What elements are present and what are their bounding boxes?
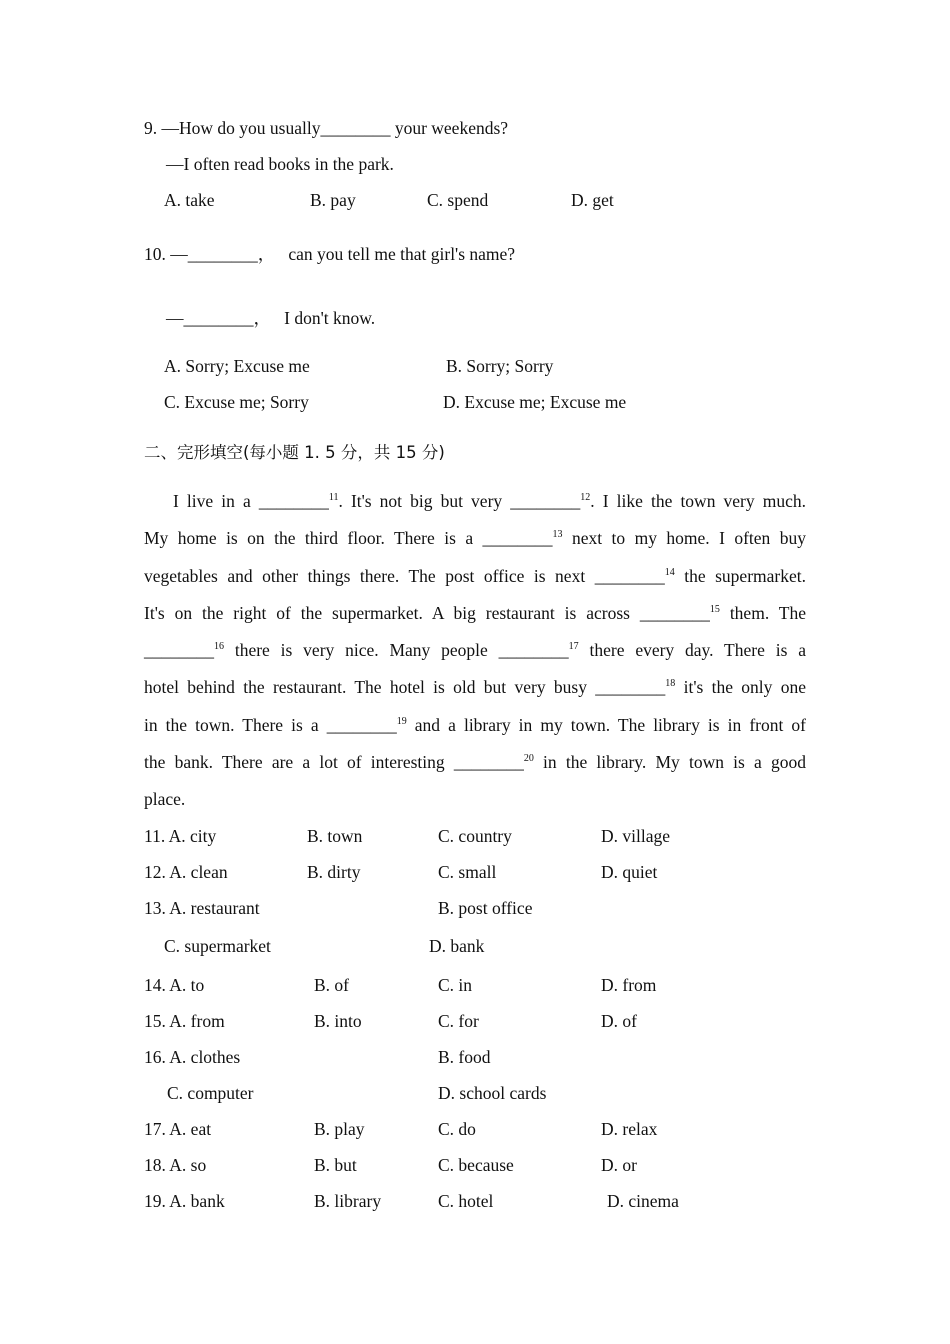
q10-option-b: B. Sorry; Sorry [446, 356, 554, 376]
q19-option-a: 19. A. bank [144, 1191, 225, 1211]
q14-option-a: 14. A. to [144, 975, 205, 995]
q18-option-a: 18. A. so [144, 1155, 207, 1175]
blank-number: 19 [396, 715, 407, 727]
passage-text: in the library. My town is a good [533, 752, 806, 773]
q18-option-c: C. because [438, 1155, 514, 1175]
blank-number: 17 [568, 641, 579, 653]
passage-text: hotel behind the restaurant. The hotel is old but very busy ________ [144, 677, 666, 698]
q10-stem: 10. —________， can you tell me that girl's name? [144, 244, 516, 264]
q9-option-c: C. spend [427, 190, 489, 210]
q11-option-d: D. village [601, 826, 671, 846]
passage-line [144, 789, 806, 826]
blank-number: 15 [709, 603, 720, 615]
passage-text: vegetables and other things there. The post office is next ________ [144, 565, 665, 586]
q10-option-a: A. Sorry; Excuse me [164, 356, 310, 376]
q9-option-d: D. get [571, 190, 614, 210]
blank-number: 14 [664, 566, 675, 578]
q16-option-a: 16. A. clothes [144, 1047, 241, 1067]
q12-option-d: D. quiet [601, 862, 658, 882]
passage-text: . I like the town very much. [590, 491, 806, 511]
q15-option-b: B. into [314, 1011, 362, 1031]
q17-option-a: 17. A. eat [144, 1119, 212, 1139]
q9-option-b: B. pay [310, 190, 356, 210]
section-heading: 二、完形填空(每小题 1. 5 分，共 15 分) [144, 443, 445, 462]
passage-text: them. The [719, 602, 807, 623]
blank-number: 13 [552, 529, 563, 541]
passage-text: . It's not big but very ________ [338, 491, 581, 511]
q16-option-b: B. food [438, 1047, 491, 1067]
passage-text: next to my home. I often buy [562, 528, 806, 549]
passage-text: It's on the right of the supermarket. A big restaurant is across ________ [144, 602, 710, 623]
q12-option-a: 12. A. clean [144, 862, 228, 882]
q15-option-c: C. for [438, 1011, 479, 1031]
q19-option-d: D. cinema [607, 1191, 679, 1211]
q14-option-b: B. of [314, 975, 349, 995]
passage-line [144, 566, 806, 603]
q10-reply: —________， I don't know. [166, 308, 376, 328]
passage-line [144, 528, 806, 565]
passage-text: the supermarket. [674, 565, 806, 586]
blank-number: 16 [214, 641, 224, 653]
q13-option-c: C. supermarket [164, 936, 271, 956]
passage-line [144, 603, 806, 640]
passage-text: My home is on the third floor. There is a ________ [144, 528, 553, 549]
q19-option-b: B. library [314, 1191, 382, 1211]
q14-option-c: C. in [438, 975, 473, 995]
q9-stem: 9. —How do you usually________ your weekends? [144, 118, 509, 138]
q18-option-b: B. but [314, 1155, 357, 1175]
blank-number: 18 [665, 678, 676, 690]
q15-option-a: 15. A. from [144, 1011, 225, 1031]
cloze-passage [144, 491, 806, 827]
passage-text: there every day. There is a [578, 640, 806, 661]
q9-option-a: A. take [164, 190, 215, 210]
passage-line [144, 715, 806, 752]
passage-line [144, 491, 806, 528]
q10-option-d: D. Excuse me; Excuse me [443, 392, 627, 412]
passage-line [144, 752, 806, 789]
passage-text: ________ [144, 640, 214, 661]
q16-option-d: D. school cards [438, 1083, 547, 1103]
blank-number: 12 [580, 492, 591, 503]
q12-option-b: B. dirty [307, 862, 361, 882]
passage-line [144, 677, 806, 714]
q13-option-a: 13. A. restaurant [144, 898, 260, 918]
q14-option-d: D. from [601, 975, 657, 995]
q10-option-c: C. Excuse me; Sorry [164, 392, 309, 412]
q12-option-c: C. small [438, 862, 497, 882]
blank-number: 11 [328, 492, 339, 503]
q11-option-b: B. town [307, 826, 363, 846]
q17-option-d: D. relax [601, 1119, 658, 1139]
q16-option-c: C. computer [167, 1083, 254, 1103]
passage-line [144, 640, 806, 677]
passage-text: there is very nice. Many people ________ [224, 640, 569, 661]
passage-text: and a library in my town. The library is in front of [406, 714, 806, 735]
q18-option-d: D. or [601, 1155, 637, 1175]
q17-option-c: C. do [438, 1119, 476, 1139]
q11-option-c: C. country [438, 826, 512, 846]
q15-option-d: D. of [601, 1011, 637, 1031]
passage-text: it's the only one [675, 677, 806, 698]
q9-reply: —I often read books in the park. [166, 154, 394, 174]
q13-option-b: B. post office [438, 898, 533, 918]
passage-text: place. [144, 789, 186, 810]
blank-number: 20 [523, 753, 534, 765]
passage-text: I live in a ________ [173, 491, 329, 511]
q13-option-d: D. bank [429, 936, 485, 956]
passage-text: in the town. There is a ________ [144, 714, 397, 735]
passage-text: the bank. There are a lot of interesting ________ [144, 752, 524, 773]
q11-option-a: 11. A. city [144, 826, 217, 846]
q19-option-c: C. hotel [438, 1191, 494, 1211]
q17-option-b: B. play [314, 1119, 365, 1139]
